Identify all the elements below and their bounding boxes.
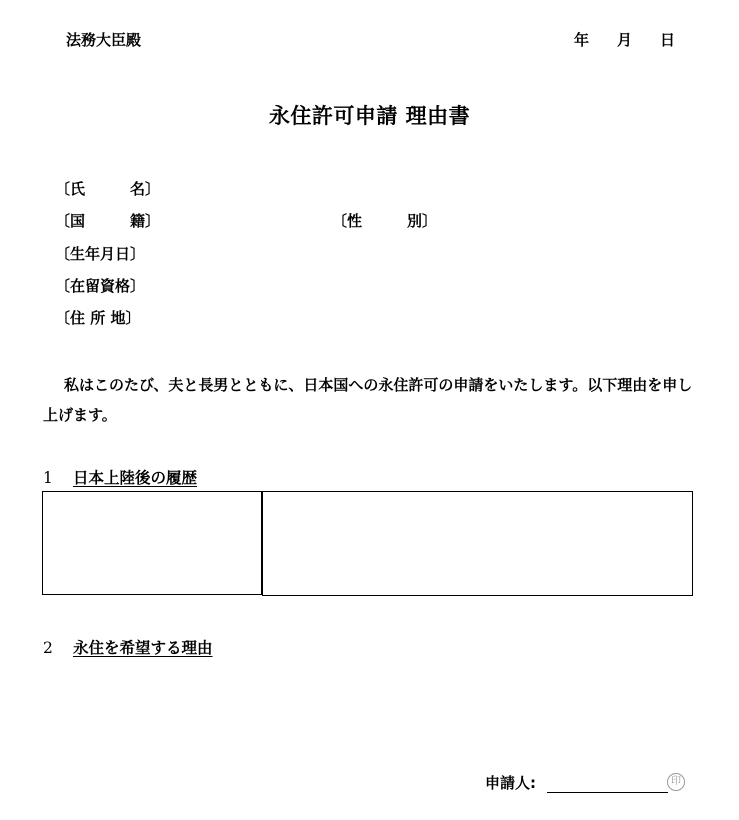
section-2-title: 永住を希望する理由 — [73, 639, 213, 657]
section-1-title: 日本上陸後の履歴 — [73, 469, 198, 487]
seal-icon: 印 — [667, 773, 685, 791]
section-2-number: 2 — [43, 639, 53, 657]
name-field-label: 〔氏 名〕 — [55, 180, 161, 198]
sex-field-label: 〔性 別〕 — [332, 212, 438, 230]
date-year-label: 年 — [573, 31, 589, 49]
history-table — [42, 491, 693, 596]
date-day-label: 日 — [659, 31, 675, 49]
section-2-heading — [43, 636, 213, 658]
history-table-left-cell — [42, 491, 262, 595]
document-title: 永住許可申請 理由書 — [268, 104, 471, 128]
statement-paragraph: 私はこのたび、夫と長男とともに、日本国への永住許可の申請をいたします。以下理由を申し上げます。 — [43, 376, 693, 424]
status-of-residence-field-label: 〔在留資格〕 — [55, 277, 146, 295]
nationality-field-label: 〔国 籍〕 — [55, 212, 161, 230]
addressee: 法務大臣殿 — [66, 31, 142, 49]
section-1-heading — [43, 466, 197, 488]
applicant-label: 申請人: — [485, 774, 536, 792]
date-fields — [574, 29, 675, 50]
birthdate-field-label: 〔生年月日〕 — [55, 245, 146, 263]
section-1-number: 1 — [43, 469, 53, 487]
date-month-label: 月 — [616, 31, 632, 49]
signature-line — [547, 792, 668, 793]
history-table-right-cell — [262, 491, 693, 596]
address-field-label: 〔住 所 地〕 — [55, 309, 141, 327]
